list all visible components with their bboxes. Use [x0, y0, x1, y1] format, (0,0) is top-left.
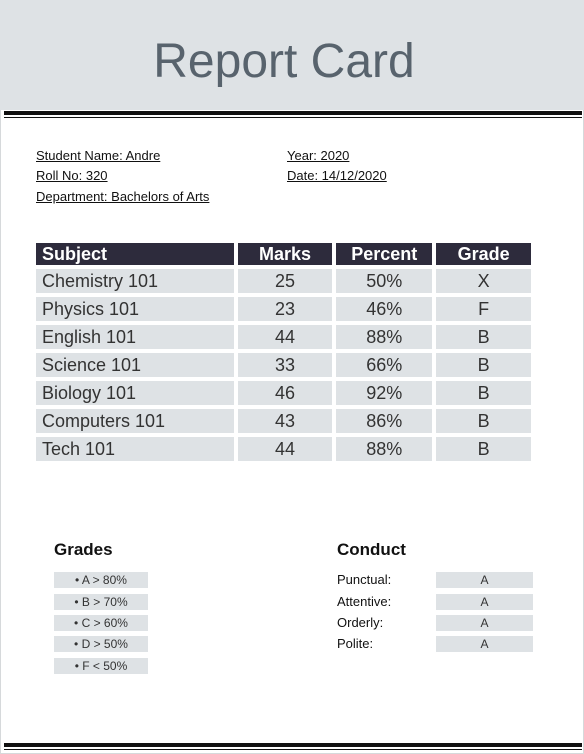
grade-scale-item: • F < 50% — [54, 658, 148, 674]
marks-table — [32, 239, 535, 465]
conduct-value-attentive: A — [436, 594, 533, 610]
department: Department: Bachelors of Arts — [36, 189, 210, 204]
grade-scale-item: • A > 80% — [54, 572, 148, 588]
year: Year: 2020 — [287, 148, 350, 163]
footer-rule-thin — [4, 749, 582, 750]
grade-scale-item: • B > 70% — [54, 594, 148, 610]
cell-subject: Computers 101 — [36, 409, 234, 433]
cell-marks: 25 — [238, 269, 333, 293]
grade-scale-item: • D > 50% — [54, 636, 148, 652]
cell-percent: 88% — [336, 325, 432, 349]
table-row — [36, 297, 531, 321]
cell-grade: X — [436, 269, 531, 293]
cell-percent: 46% — [336, 297, 432, 321]
cell-marks: 46 — [238, 381, 333, 405]
cell-marks: 23 — [238, 297, 333, 321]
cell-grade: F — [436, 297, 531, 321]
cell-percent: 92% — [336, 381, 432, 405]
conduct-value-punctual: A — [436, 572, 533, 588]
conduct-heading: Conduct — [337, 540, 406, 559]
header-subject: Subject — [36, 243, 234, 265]
cell-marks: 43 — [238, 409, 333, 433]
cell-percent: 66% — [336, 353, 432, 377]
cell-grade: B — [436, 409, 531, 433]
conduct-label-attentive: Attentive: — [337, 594, 392, 609]
table-row — [36, 381, 531, 405]
cell-grade: B — [436, 437, 531, 461]
cell-percent: 50% — [336, 269, 432, 293]
cell-subject: Physics 101 — [36, 297, 234, 321]
student-name: Student Name: Andre — [36, 148, 161, 163]
cell-grade: B — [436, 325, 531, 349]
table-row — [36, 353, 531, 377]
footer-rule-thick — [4, 743, 582, 747]
header-marks: Marks — [238, 243, 333, 265]
cell-marks: 33 — [238, 353, 333, 377]
cell-grade: B — [436, 381, 531, 405]
cell-subject: Science 101 — [36, 353, 234, 377]
cell-marks: 44 — [238, 437, 333, 461]
header-rule-thick — [4, 111, 582, 115]
cell-marks: 44 — [238, 325, 333, 349]
header-percent: Percent — [336, 243, 432, 265]
roll-number: Roll No: 320 — [36, 168, 108, 183]
cell-percent: 86% — [336, 409, 432, 433]
grade-scale-item: • C > 60% — [54, 615, 148, 631]
conduct-value-polite: A — [436, 636, 533, 652]
conduct-value-orderly: A — [436, 615, 533, 631]
cell-subject: Chemistry 101 — [36, 269, 234, 293]
page-title: Report Card — [153, 35, 415, 88]
cell-grade: B — [436, 353, 531, 377]
table-row — [36, 409, 531, 433]
cell-subject: Tech 101 — [36, 437, 234, 461]
conduct-label-punctual: Punctual: — [337, 572, 392, 587]
conduct-label-orderly: Orderly: — [337, 615, 384, 630]
table-row — [36, 437, 531, 461]
cell-percent: 88% — [336, 437, 432, 461]
header-grade: Grade — [436, 243, 531, 265]
cell-subject: English 101 — [36, 325, 234, 349]
date: Date: 14/12/2020 — [287, 168, 387, 183]
grades-heading: Grades — [54, 540, 113, 559]
cell-subject: Biology 101 — [36, 381, 234, 405]
header-rule-thin — [4, 117, 582, 118]
table-row — [36, 269, 531, 293]
table-row — [36, 325, 531, 349]
table-header-row — [36, 243, 531, 265]
conduct-label-polite: Polite: — [337, 636, 374, 651]
